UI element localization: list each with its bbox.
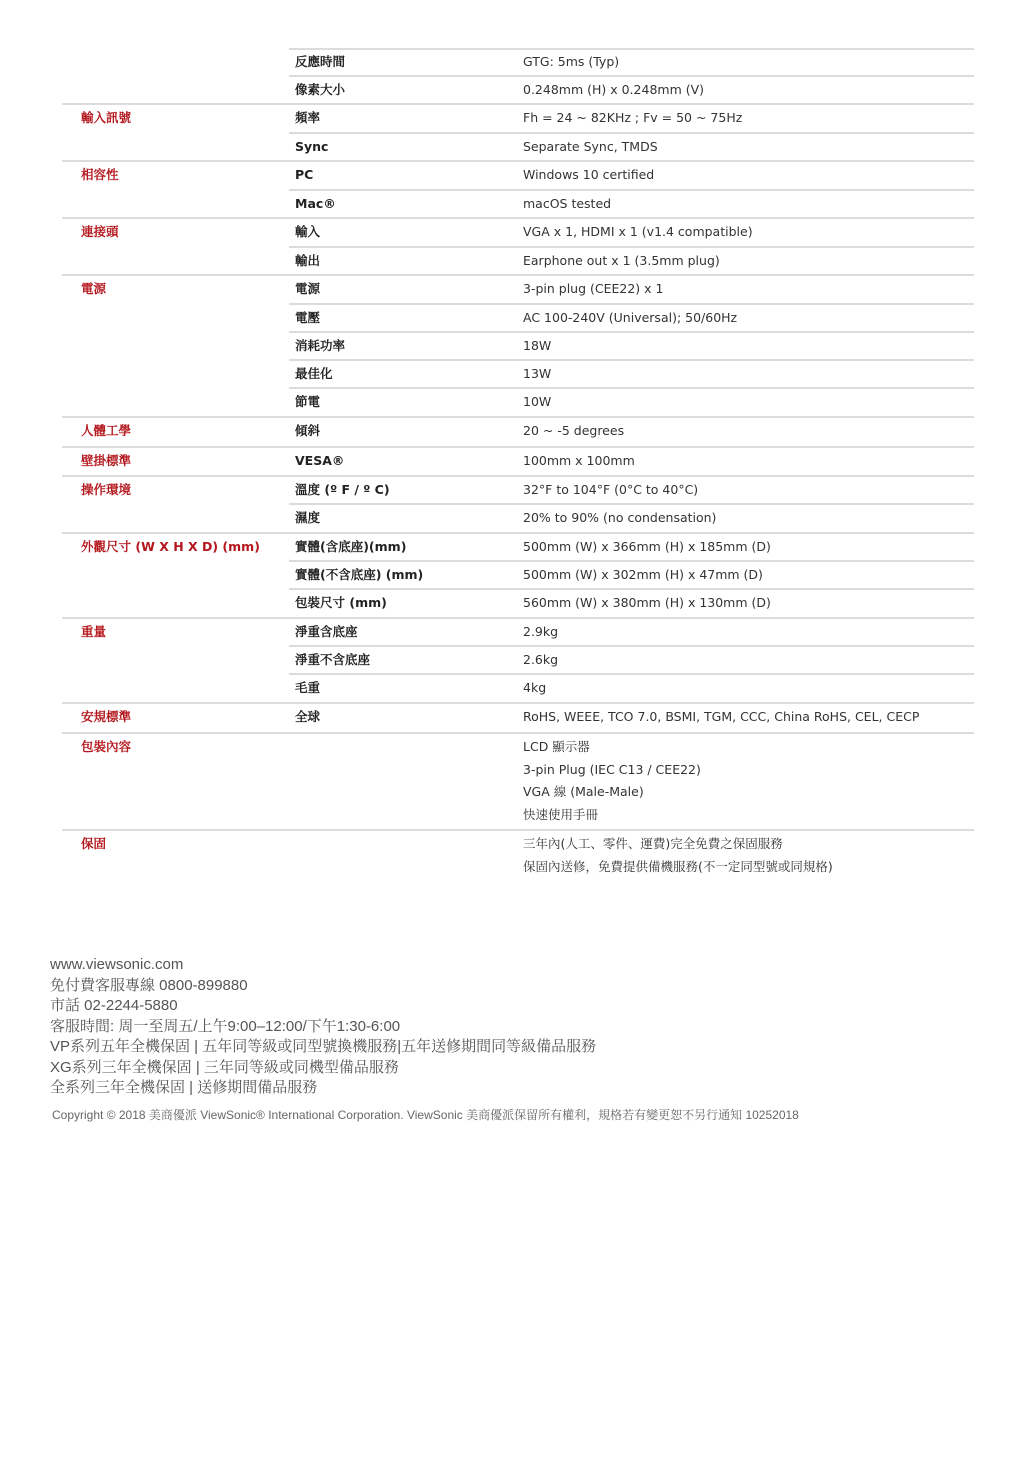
spec-row [62, 304, 974, 332]
spec-value: AC 100-240V (Universal); 50/60Hz [523, 310, 738, 325]
spec-row [62, 76, 974, 104]
spec-value: 18W [523, 338, 552, 353]
spec-label: 輸入 [295, 224, 321, 239]
warranty-item: 保固內送修，免費提供備機服務(不一定同型號或同規格) [523, 858, 833, 874]
spec-row [62, 388, 974, 417]
spec-value: Separate Sync, TMDS [523, 139, 658, 154]
copyright-notice: Copyright © 2018 美商優派 ViewSonic® International Corporation. ViewSonic 美商優派保留所有權利，規格若有變更恕不另行通知 10252018 [52, 1108, 799, 1122]
spec-label: 實體(不含底座) (mm) [295, 567, 424, 582]
spec-row [62, 218, 974, 247]
package-item: LCD 顯示器 [523, 739, 590, 754]
spec-value: 32°F to 104°F (0°C to 40°C) [523, 482, 699, 497]
footer-phone: 市話 02-2244-5880 [50, 997, 178, 1014]
spec-label: VESA® [295, 453, 345, 468]
footer-contact [50, 955, 990, 1099]
spec-value: 0.248mm (H) x 0.248mm (V) [523, 82, 705, 97]
spec-category: 人體工學 [81, 423, 132, 438]
spec-row [62, 133, 974, 161]
spec-row [62, 275, 974, 304]
spec-label: Sync [295, 139, 329, 154]
footer-all-warranty: 全系列三年全機保固 | 送修期間備品服務 [50, 1079, 318, 1096]
spec-value: Earphone out x 1 (3.5mm plug) [523, 253, 720, 268]
spec-label: 電壓 [295, 310, 321, 325]
footer-hours: 客服時間: 周一至周五/上午9:00–12:00/下午1:30-6:00 [50, 1017, 401, 1035]
spec-row [62, 48, 974, 76]
spec-row [62, 190, 974, 218]
spec-value: 500mm (W) x 302mm (H) x 47mm (D) [523, 567, 763, 582]
spec-value: VGA x 1, HDMI x 1 (v1.4 compatible) [523, 224, 753, 239]
warranty-details [523, 833, 833, 878]
footer-hotline: 免付費客服專線 0800-899880 [50, 976, 248, 994]
spec-label: 包裝尺寸 (mm) [295, 595, 387, 610]
package-item: 3-pin Plug (IEC C13 / CEE22) [523, 761, 701, 777]
spec-value: GTG: 5ms (Typ) [523, 54, 620, 69]
spec-category: 電源 [81, 281, 107, 296]
spec-row [62, 703, 974, 732]
spec-label: 頻率 [295, 110, 321, 125]
spec-value: 10W [523, 394, 552, 409]
spec-value: 3-pin plug (CEE22) x 1 [523, 281, 664, 296]
spec-category: 重量 [81, 624, 107, 639]
spec-value: 13W [523, 366, 552, 381]
spec-label: 節電 [295, 394, 321, 409]
spec-value: 2.6kg [523, 652, 559, 667]
spec-value: 20% to 90% (no condensation) [523, 510, 717, 525]
spec-label: 反應時間 [295, 54, 346, 69]
spec-label: 淨重含底座 [295, 624, 358, 639]
spec-label: 最佳化 [295, 366, 333, 381]
spec-category: 相容性 [81, 167, 119, 182]
spec-category: 壁掛標準 [81, 453, 132, 468]
spec-row [62, 447, 974, 476]
package-row [62, 733, 974, 829]
spec-row [62, 417, 974, 447]
package-item: VGA 線 (Male-Male) [523, 784, 644, 799]
spec-category: 輸入訊號 [81, 110, 132, 125]
footer-website[interactable]: www.viewsonic.com [50, 956, 184, 973]
spec-value: Windows 10 certified [523, 167, 655, 182]
spec-value: 100mm x 100mm [523, 453, 635, 468]
warranty-row [62, 830, 974, 880]
footer-vp-warranty: VP系列五年全機保固 | 五年同等級或同型號換機服務|五年送修期間同等級備品服務 [50, 1038, 597, 1055]
spec-row [62, 589, 974, 618]
spec-label: 像素大小 [295, 82, 346, 97]
spec-row [62, 533, 974, 561]
spec-row [62, 332, 974, 360]
spec-row [62, 618, 974, 646]
package-contents [523, 736, 701, 826]
spec-row [62, 674, 974, 703]
spec-row [62, 476, 974, 504]
spec-value: 4kg [523, 680, 547, 695]
spec-value: Fh = 24 ~ 82KHz ; Fv = 50 ~ 75Hz [523, 110, 743, 125]
spec-value: RoHS, WEEE, TCO 7.0, BSMI, TGM, CCC, China RoHS, CEL, CECP [523, 709, 920, 724]
spec-label: 全球 [295, 709, 321, 724]
spec-label: 消耗功率 [295, 338, 346, 353]
package-item: 快速使用手冊 [523, 806, 599, 822]
spec-value: 20 ~ -5 degrees [523, 423, 625, 438]
spec-category: 外觀尺寸 (W X H X D) (mm) [81, 539, 260, 554]
spec-row [62, 247, 974, 275]
spec-label: Mac® [295, 196, 336, 211]
spec-category: 保固 [81, 836, 107, 851]
spec-row [62, 161, 974, 190]
spec-value: 500mm (W) x 366mm (H) x 185mm (D) [523, 539, 771, 554]
spec-value: 2.9kg [523, 624, 559, 639]
spec-row [62, 360, 974, 388]
spec-label: 濕度 [295, 510, 321, 525]
spec-row [62, 104, 974, 133]
spec-category: 連接頭 [81, 224, 119, 239]
spec-label: PC [295, 167, 314, 182]
spec-label: 輸出 [295, 253, 321, 268]
spec-label: 實體(含底座)(mm) [295, 539, 407, 554]
spec-label: 電源 [295, 281, 321, 296]
spec-label: 淨重不含底座 [295, 652, 371, 667]
spec-row [62, 561, 974, 589]
spec-category: 安規標準 [81, 709, 132, 724]
footer-xg-warranty: XG系列三年全機保固 | 三年同等級或同機型備品服務 [50, 1058, 399, 1076]
warranty-item: 三年內(人工、零件、運費)完全免費之保固服務 [523, 836, 783, 851]
spec-row [62, 504, 974, 533]
spec-row [62, 646, 974, 674]
spec-label: 溫度 (º F / º C) [295, 482, 390, 497]
spec-value: macOS tested [523, 196, 612, 211]
spec-label: 傾斜 [295, 423, 321, 438]
spec-label: 毛重 [295, 680, 321, 695]
spec-value: 560mm (W) x 380mm (H) x 130mm (D) [523, 595, 771, 610]
spec-category: 操作環境 [81, 482, 132, 497]
spec-category: 包裝內容 [81, 739, 132, 754]
